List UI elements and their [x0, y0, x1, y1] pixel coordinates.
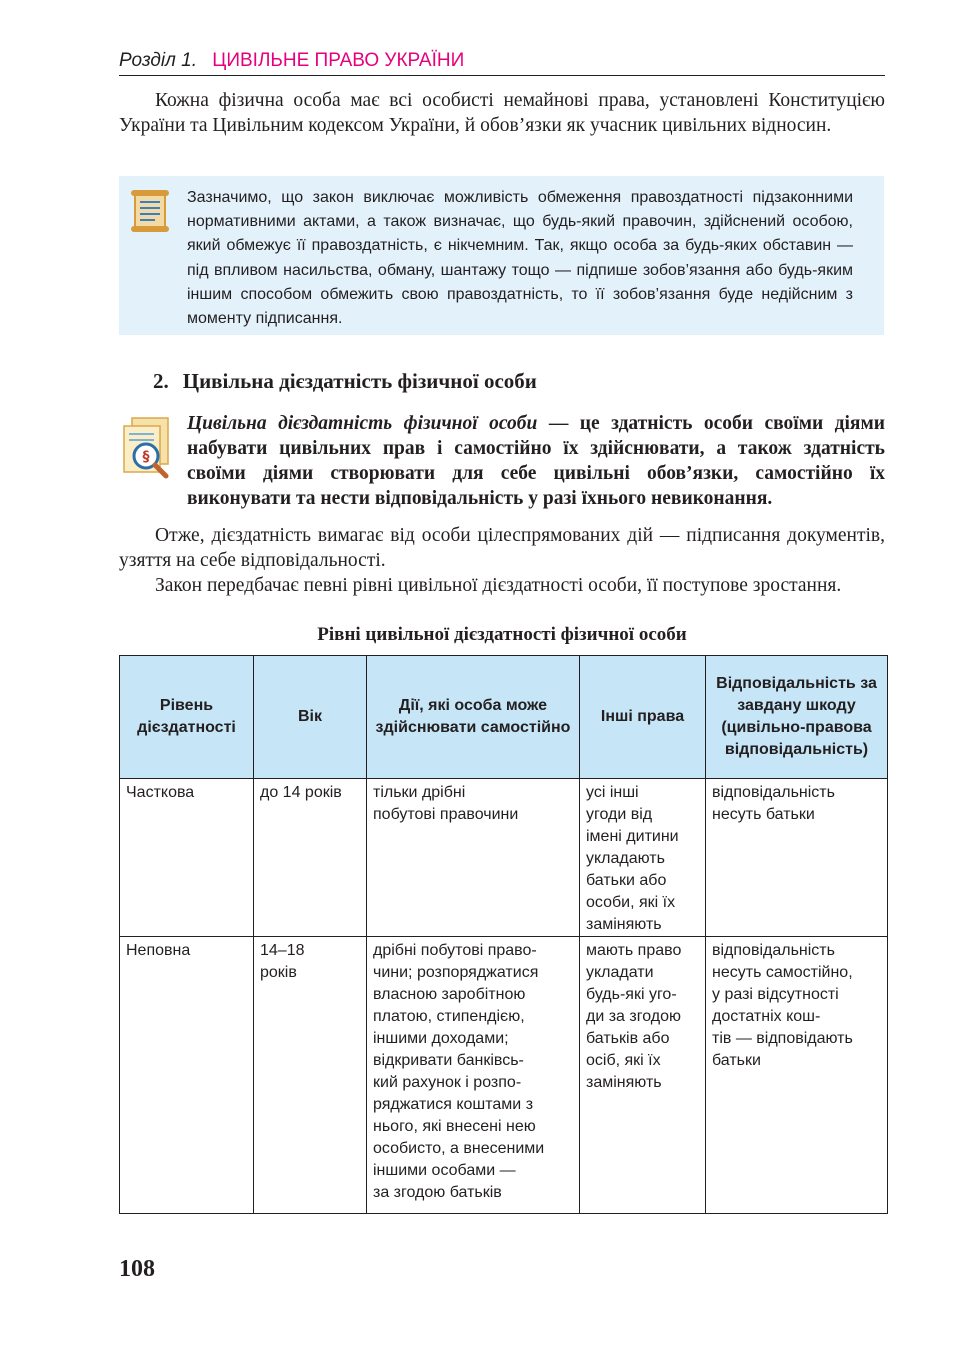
definition-text: — це здатність особи своїми діями набувати цивільних прав і самостійно їх здійснювати, а також здатність своїми діями створювати для себе цивільні обов’язки, самостійно їх виконувати та нести відповідальність у разі їхнього невиконання. — [187, 413, 885, 509]
table-caption: Рівні цивільної дієздатності фізичної особи — [317, 624, 687, 645]
table-row — [120, 779, 888, 937]
cell-other-rights: мають право укладати будь-які уго- ди за згодою батьків або осіб, які їх заміняють — [580, 937, 706, 1214]
legal-document-magnifier-icon — [118, 416, 176, 480]
definition-term: Цивільна дієздатність фізичної особи — [187, 413, 538, 434]
cell-actions: тільки дрібні побутові правочини — [367, 779, 580, 937]
cell-age: до 14 років — [254, 779, 367, 937]
cell-liability: відповідальність несуть батьки — [706, 779, 888, 937]
table-row — [120, 937, 888, 1214]
paragraph-2-text: Закон передбачає певні рівні цивільної дієздатності особи, її поступове зростання. — [155, 575, 842, 596]
paragraph-2 — [119, 573, 885, 598]
cell-other-rights: усі інші угоди від імені дитини укладають батьки або особи, які їх заміняють — [580, 779, 706, 937]
cell-level: Часткова — [120, 779, 254, 937]
header-age: Вік — [254, 656, 367, 779]
capacity-levels-table — [119, 655, 888, 1214]
header-other-rights: Інші права — [580, 656, 706, 779]
header-actions: Дії, які особа може здійснювати самостійно — [367, 656, 580, 779]
running-header — [119, 50, 885, 76]
definition — [187, 411, 885, 511]
intro-paragraph — [119, 88, 885, 138]
paragraph-1 — [119, 523, 885, 573]
paragraph-1-text: Отже, дієздатність вимагає від особи цілеспрямованих дій — підписання документів, узяття на себе відповідальності. — [119, 525, 885, 571]
table-header-row — [120, 656, 888, 779]
scroll-icon — [127, 188, 173, 234]
section-heading — [153, 367, 537, 395]
cell-actions: дрібні побутові право- чини; розпоряджатися власною заробітною платою, стипендією, іншими доходами; відкривати банківсь- кий рахунок і розпо- ряджатися коштами з нього, які внесені нею особисто, а внесеними іншими особами — за згодою батьків — [367, 937, 580, 1214]
header-liability: Відповідальність за завдану шкоду (цивільно-правова відповідальність) — [706, 656, 888, 779]
chapter-title: ЦИВІЛЬНЕ ПРАВО УКРАЇНИ — [212, 50, 465, 71]
section-title: Цивільна дієздатність фізичної особи — [182, 369, 537, 393]
intro-paragraph-text: Кожна фізична особа має всі особисті немайнові права, установлені Конституцією України та Цивільним кодексом України, й обов’язки як учасник цивільних відносин. — [119, 90, 885, 136]
note-text: Зазначимо, що закон виключає можливість обмеження правоздатності підзаконними нормативними актами, а також визначає, що будь-який правочин, здійснений особою, який обмежує її правоздатність, є нікчемним. Так, якщо особа за будь-яких обставин — під впливом насильства, обману, шантажу тощо — підпише зобов’язання або будь-яким іншим способом обмежить свою правоздатність, то її зобов’язання буде недійсним з моменту підписання. — [187, 189, 853, 328]
cell-liability: відповідальність несуть самостійно, у разі відсутності достатніх кош- тів — відповідають батьки — [706, 937, 888, 1214]
cell-level: Неповна — [120, 937, 254, 1214]
svg-text:§: § — [142, 449, 150, 465]
page-number: 108 — [119, 1256, 155, 1282]
section-number: 2. — [153, 369, 169, 393]
chapter-label: Розділ 1. — [119, 50, 197, 71]
cell-age: 14–18 років — [254, 937, 367, 1214]
note-box — [119, 176, 884, 335]
header-level: Рівень дієздатності — [120, 656, 254, 779]
